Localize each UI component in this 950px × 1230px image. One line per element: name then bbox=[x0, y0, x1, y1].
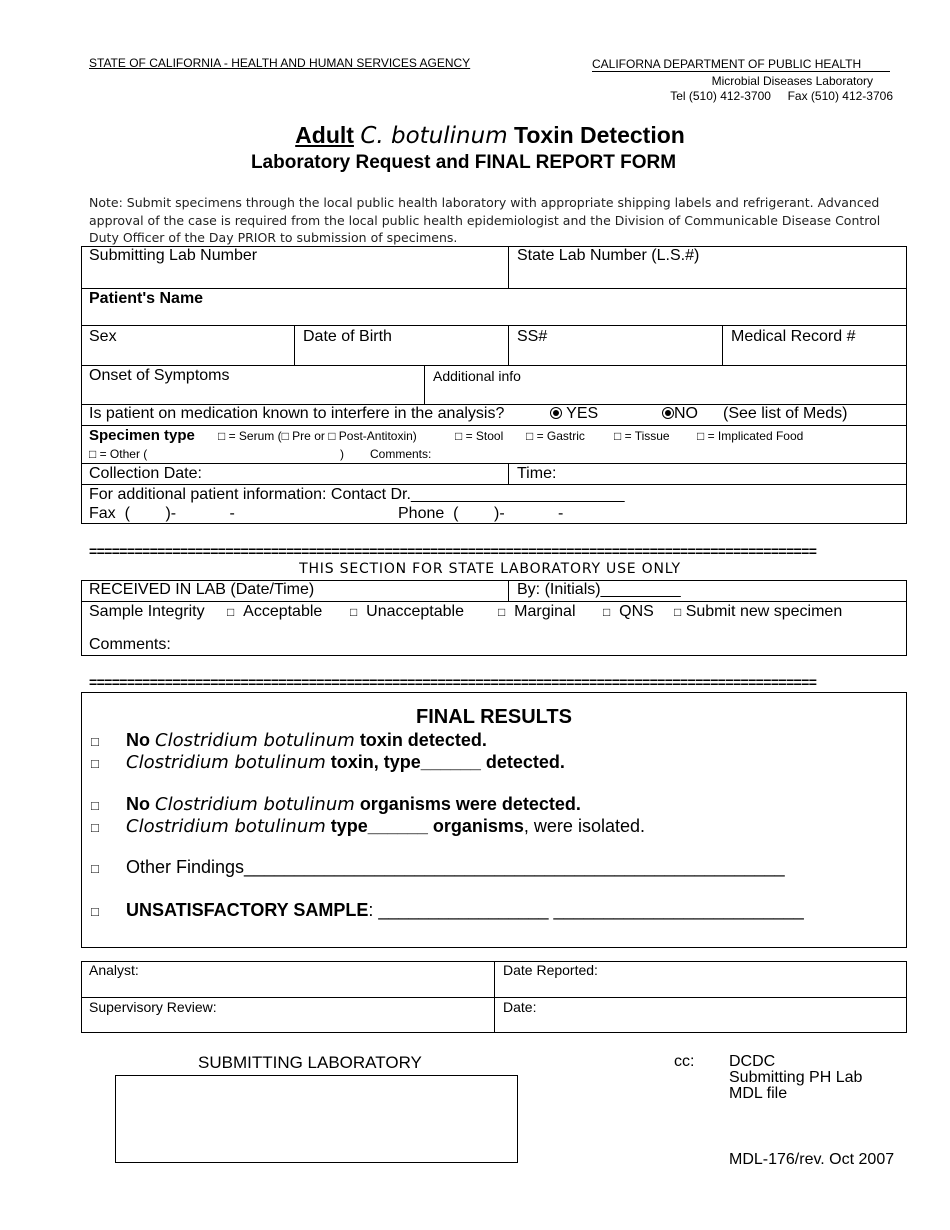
yes-radio-icon[interactable] bbox=[550, 407, 562, 419]
medication-question: Is patient on medication known to interfere in the analysis? bbox=[89, 405, 505, 422]
sample-integrity-label: Sample Integrity bbox=[89, 603, 205, 620]
form-subtitle: Laboratory Request and FINAL REPORT FORM bbox=[250, 152, 677, 173]
contact-dr-field[interactable]: For additional patient information: Contact Dr.________________________ bbox=[89, 486, 625, 503]
medication-no[interactable]: NO bbox=[662, 405, 698, 423]
cc-submitting-lab: Submitting PH Lab bbox=[729, 1069, 863, 1086]
integrity-unacceptable[interactable]: □ Unacceptable bbox=[350, 603, 464, 620]
state-lab-number-field[interactable]: State Lab Number (L.S.#) bbox=[517, 247, 700, 264]
submitting-lab-number-field[interactable]: Submitting Lab Number bbox=[89, 247, 258, 264]
specimen-tissue[interactable]: □ = Tissue bbox=[614, 429, 670, 443]
checkbox-icon[interactable]: □ bbox=[674, 605, 682, 619]
collection-date-field[interactable]: Collection Date: bbox=[89, 465, 202, 482]
submitting-lab-heading: SUBMITTING LABORATORY bbox=[198, 1053, 422, 1072]
state-section-title: THIS SECTION FOR STATE LABORATORY USE ONLY bbox=[299, 561, 681, 577]
medical-record-field[interactable]: Medical Record # bbox=[731, 328, 856, 345]
onset-field[interactable]: Onset of Symptoms bbox=[89, 367, 230, 384]
integrity-submit-new[interactable]: □ Submit new specimen bbox=[674, 603, 843, 620]
separator-line-2: ================================================================================================ bbox=[89, 674, 817, 690]
checkbox-icon[interactable]: □ bbox=[91, 861, 99, 876]
checkbox-icon[interactable]: □ bbox=[91, 904, 99, 919]
additional-info-field[interactable]: Additional info bbox=[433, 368, 521, 384]
ssn-field[interactable]: SS# bbox=[517, 328, 548, 345]
result-other-findings[interactable]: □ Other Findings______________________________________________________ bbox=[91, 857, 785, 877]
dob-field[interactable]: Date of Birth bbox=[303, 328, 392, 345]
checkbox-icon[interactable]: □ bbox=[603, 605, 611, 619]
lab-name: Microbial Diseases Laboratory bbox=[711, 74, 873, 88]
checkbox-icon[interactable]: □ bbox=[91, 798, 99, 813]
see-list-meds: (See list of Meds) bbox=[723, 405, 848, 422]
submitting-lab-box[interactable] bbox=[115, 1075, 518, 1163]
department-name: CALIFORNA DEPARTMENT OF PUBLIC HEALTH bbox=[592, 57, 890, 72]
cc-dcdc: DCDC bbox=[729, 1053, 776, 1070]
separator-line: ================================================================================================ bbox=[89, 543, 817, 559]
no-radio-icon[interactable] bbox=[662, 407, 674, 419]
checkbox-icon[interactable]: □ bbox=[91, 820, 99, 835]
result-toxin-type[interactable]: □ Clostridium botulinum toxin, type______ detected. bbox=[91, 752, 565, 773]
phone-field[interactable]: Phone ( )- - bbox=[398, 505, 564, 522]
specimen-gastric[interactable]: □ = Gastric bbox=[526, 429, 585, 443]
checkbox-icon[interactable]: □ bbox=[498, 605, 506, 619]
cc-mdl-file: MDL file bbox=[729, 1085, 788, 1102]
specimen-serum[interactable]: □ = Serum (□ Pre or □ Post-Antitoxin) bbox=[218, 429, 417, 443]
initials-field[interactable]: By: (Initials)_________ bbox=[517, 581, 681, 598]
date-reported-field[interactable]: Date Reported: bbox=[503, 962, 598, 978]
final-results-title: FINAL RESULTS bbox=[416, 706, 572, 728]
specimen-stool[interactable]: □ = Stool bbox=[455, 429, 504, 443]
result-organisms-isolated[interactable]: □ Clostridium botulinum type______ organisms, were isolated. bbox=[91, 816, 645, 837]
received-in-lab-field[interactable]: RECEIVED IN LAB (Date/Time) bbox=[89, 581, 315, 598]
integrity-qns[interactable]: □ QNS bbox=[603, 603, 654, 620]
form-id: MDL-176/rev. Oct 2007 bbox=[729, 1151, 895, 1168]
checkbox-icon[interactable]: □ bbox=[91, 734, 99, 749]
checkbox-icon[interactable]: □ bbox=[91, 756, 99, 771]
sex-field[interactable]: Sex bbox=[89, 328, 117, 345]
checkbox-icon[interactable]: □ bbox=[350, 605, 358, 619]
medication-yes[interactable]: YES bbox=[550, 405, 598, 423]
result-no-toxin[interactable]: □ No Clostridium botulinum toxin detected. bbox=[91, 730, 487, 751]
checkbox-icon[interactable]: □ bbox=[227, 605, 235, 619]
cc-label: cc: bbox=[674, 1053, 695, 1070]
supervisory-review-field[interactable]: Supervisory Review: bbox=[89, 999, 217, 1015]
form-title: Adult C. botulinum Toxin Detection bbox=[295, 122, 685, 149]
specimen-other[interactable]: □ = Other ( bbox=[89, 447, 148, 461]
specimen-food[interactable]: □ = Implicated Food bbox=[697, 429, 804, 443]
patient-name-field[interactable]: Patient's Name bbox=[89, 290, 204, 307]
result-no-organisms[interactable]: □ No Clostridium botulinum organisms were detected. bbox=[91, 794, 581, 815]
integrity-acceptable[interactable]: □ Acceptable bbox=[227, 603, 323, 620]
review-date-field[interactable]: Date: bbox=[503, 999, 537, 1015]
analyst-field[interactable]: Analyst: bbox=[89, 962, 139, 978]
state-comments-field[interactable]: Comments: bbox=[89, 636, 171, 653]
specimen-other-close: ) bbox=[340, 447, 344, 461]
agency-name: STATE OF CALIFORNIA - HEALTH AND HUMAN SERVICES AGENCY bbox=[89, 56, 471, 70]
result-unsatisfactory[interactable]: □ UNSATISFACTORY SAMPLE: _________________ _________________________ bbox=[91, 900, 804, 920]
specimen-comments[interactable]: Comments: bbox=[370, 447, 432, 461]
specimen-type-label: Specimen type bbox=[89, 427, 195, 444]
fax-field[interactable]: Fax ( )- - bbox=[89, 505, 235, 522]
integrity-marginal[interactable]: □ Marginal bbox=[498, 603, 576, 620]
submission-note: Note: Submit specimens through the local public health laboratory with appropriate shipping labels and refrigerant. Advanced approval of the case is required from the local public health epidemiologist and the Division of Communicable Disease Control Duty Officer of the Day PRIOR to submission of specimens. bbox=[89, 195, 881, 245]
contact-numbers: Tel (510) 412-3700 Fax (510) 412-3706 bbox=[670, 89, 893, 103]
time-field[interactable]: Time: bbox=[517, 465, 557, 482]
